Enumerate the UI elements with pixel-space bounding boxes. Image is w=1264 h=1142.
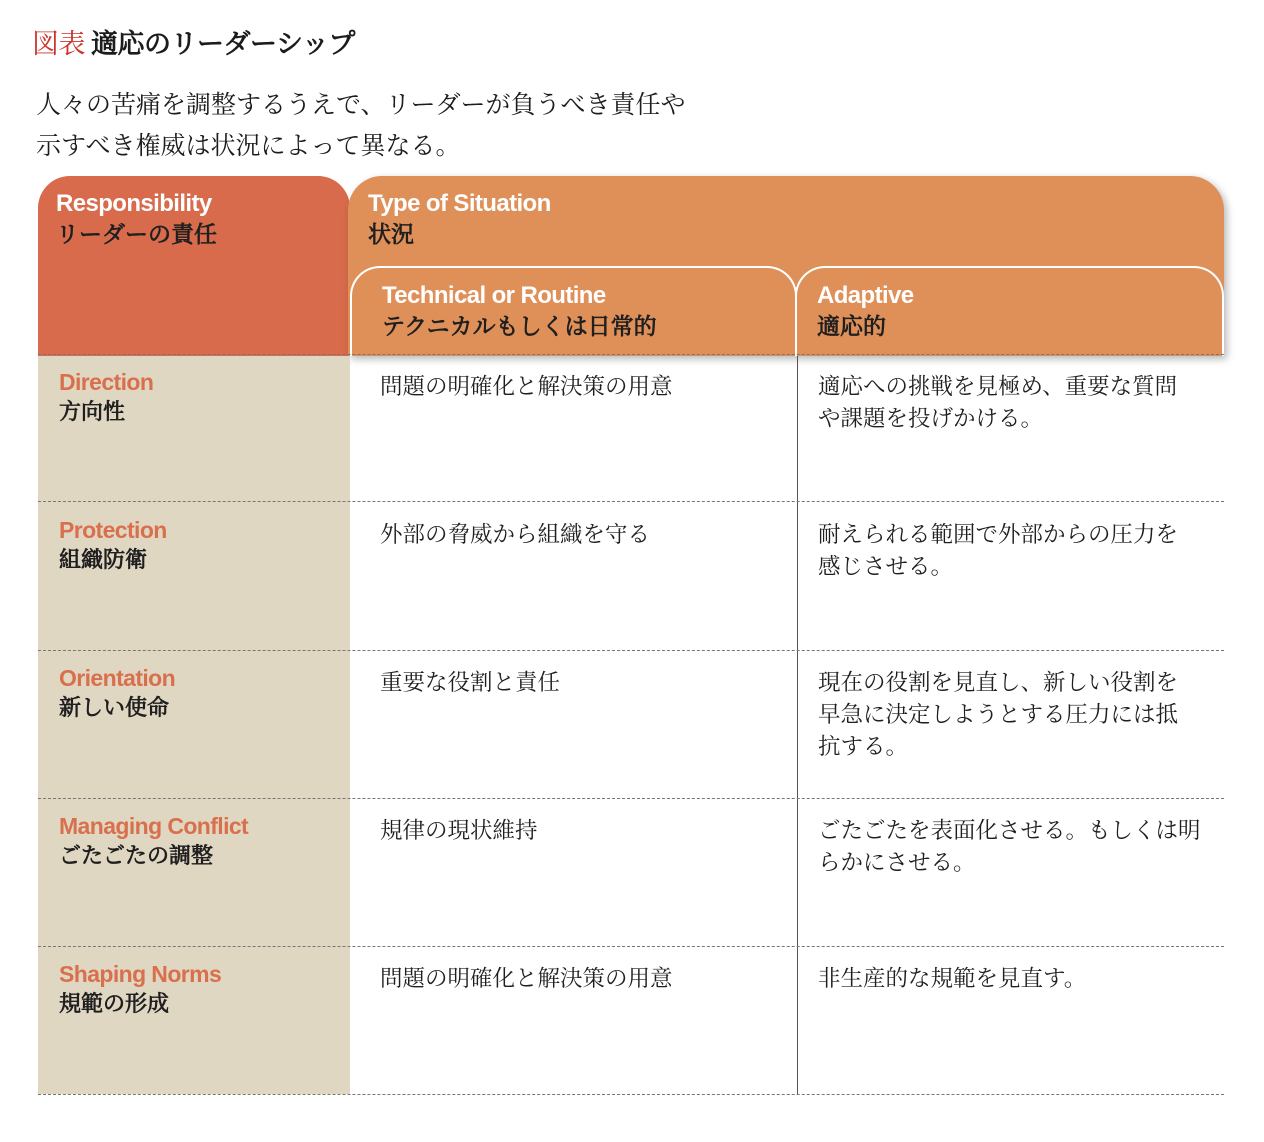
row-label-ja: 新しい使命 xyxy=(59,696,170,721)
table-row xyxy=(38,947,1224,1095)
adaptive-cell-line: 感じさせる。 xyxy=(818,554,954,580)
figure-title xyxy=(32,22,355,61)
table-row xyxy=(38,354,1224,502)
table-row xyxy=(38,503,1224,651)
figure-subtitle xyxy=(36,84,686,166)
adaptive-cell xyxy=(818,963,1218,995)
technical-cell: 問題の明確化と解決策の用意 xyxy=(380,374,673,400)
row-label-ja: 方向性 xyxy=(59,400,126,425)
technical-cell: 外部の脅威から組織を守る xyxy=(380,522,651,548)
subtitle-line: 人々の苦痛を調整するうえで、リーダーが負うべき責任や xyxy=(36,90,686,119)
adaptive-cell-line: らかにさせる。 xyxy=(818,850,976,876)
table-row xyxy=(38,651,1224,799)
technical-header-ja: テクニカルもしくは日常的 xyxy=(382,314,657,340)
technical-column-header xyxy=(350,266,797,356)
adaptive-cell xyxy=(818,667,1218,763)
row-label xyxy=(59,959,221,1021)
subtitle-line: 示すべき権威は状況によって異なる。 xyxy=(36,131,461,160)
adaptive-cell-line: 非生産的な規範を見直す。 xyxy=(818,966,1087,992)
situation-header-en: Type of Situation xyxy=(368,190,551,217)
adaptive-cell-line: や課題を投げかける。 xyxy=(818,406,1044,432)
adaptive-cell-line: 耐えられる範囲で外部からの圧力を xyxy=(818,522,1179,548)
adaptive-cell-line: ごたごたを表面化させる。もしくは明 xyxy=(818,818,1201,844)
row-label xyxy=(59,811,248,873)
adaptive-cell-line: 適応への挑戦を見極め、重要な質問 xyxy=(818,374,1178,400)
technical-cell: 問題の明確化と解決策の用意 xyxy=(380,966,673,992)
adaptive-cell-line: 抗する。 xyxy=(818,734,909,760)
row-label-ja: 組織防衛 xyxy=(59,548,148,573)
row-label-ja: 規範の形成 xyxy=(59,992,170,1017)
adaptive-header-en: Adaptive xyxy=(817,282,914,309)
responsibility-header-en: Responsibility xyxy=(56,190,212,217)
adaptive-header-ja: 適応的 xyxy=(817,314,886,340)
adaptive-cell xyxy=(818,519,1218,583)
situation-header-ja: 状況 xyxy=(368,222,414,248)
adaptive-cell-line: 現在の役割を見直し、新しい役割を xyxy=(818,670,1179,696)
adaptive-cell-line: 早急に決定しようとする圧力には抵 xyxy=(818,702,1179,728)
row-label-en: Shaping Norms xyxy=(59,961,222,987)
adaptive-cell xyxy=(818,815,1218,879)
technical-header-en: Technical or Routine xyxy=(382,282,606,309)
row-label xyxy=(59,367,153,429)
table-row xyxy=(38,799,1224,947)
responsibility-header-ja: リーダーの責任 xyxy=(56,222,217,248)
row-label-en: Orientation xyxy=(59,665,176,691)
row-label xyxy=(59,515,167,577)
figure-label: 図表 xyxy=(32,29,85,60)
row-label xyxy=(59,663,175,725)
technical-cell: 規律の現状維持 xyxy=(380,818,538,844)
row-label-ja: ごたごたの調整 xyxy=(59,844,214,869)
figure-name: 適応のリーダーシップ xyxy=(91,29,355,60)
adaptive-column-header xyxy=(795,266,1224,356)
adaptive-cell xyxy=(818,371,1218,435)
row-label-en: Protection xyxy=(59,517,167,543)
row-label-en: Managing Conflict xyxy=(59,813,249,839)
technical-cell: 重要な役割と責任 xyxy=(380,670,561,696)
row-label-en: Direction xyxy=(59,369,154,395)
responsibility-header xyxy=(38,176,350,356)
